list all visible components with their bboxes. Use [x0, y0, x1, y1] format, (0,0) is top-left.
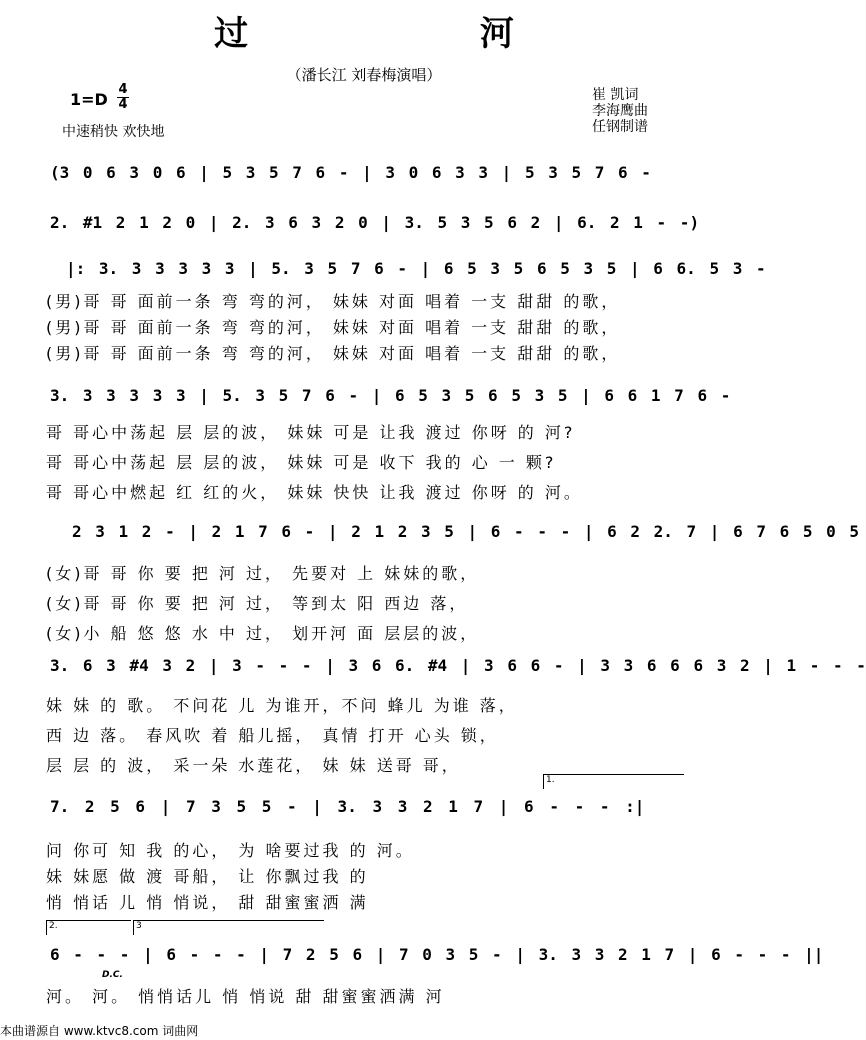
- notation-system-3: |: 3. 3 3 3 3 3 | 5. 3 5 7 6 - | 6 5 3 5 6 5 3 5 | 6 6. 5 3 -: [66, 259, 766, 278]
- lyric-line: 妹 妹 的 歌。 不问花 儿 为谁开，不问 蜂儿 为谁 落，: [46, 696, 518, 715]
- lyric-line: (女)小 船 悠 悠 水 中 过， 划开河 面 层层的波，: [46, 624, 480, 643]
- lyric-line: 西 边 落。 春风吹 着 船儿摇， 真情 打开 心头 锁，: [46, 726, 499, 745]
- time-signature-bottom: 4: [118, 97, 128, 112]
- lyric-line: 哥 哥心中荡起 层 层的波， 妹妹 可是 让我 渡过 你呀 的 河?: [46, 423, 576, 442]
- lyric-line: (女)哥 哥 你 要 把 河 过， 等到太 阳 西边 落，: [46, 594, 469, 613]
- volta-1: 1.: [543, 774, 684, 789]
- lyric-line: 哥 哥心中荡起 层 层的波， 妹妹 可是 收下 我的 心 一 颗?: [46, 453, 557, 472]
- notation-system-8: 6 - - - | 6 - - - | 7 2 5 6 | 7 0 3 5 - | 3. 3 3 2 1 7 | 6 - - - ||: [50, 945, 824, 964]
- tempo-marking: 中速稍快 欢快地: [62, 124, 165, 140]
- lyric-line: (男)哥 哥 面前一条 弯 弯的河， 妹妹 对面 唱着 一支 甜甜 的歌，: [46, 344, 621, 363]
- lyric-line: 悄 悄话 儿 悄 悄说， 甜 甜蜜蜜洒 满: [46, 893, 369, 912]
- lyric-line: (男)哥 哥 面前一条 弯 弯的河， 妹妹 对面 唱着 一支 甜甜 的歌，: [46, 292, 621, 311]
- volta-2: 2.: [46, 920, 131, 935]
- notation-system-7: 7. 2 5 6 | 7 3 5 5 - | 3. 3 3 2 1 7 | 6 - - - :|: [50, 797, 645, 816]
- dc-marking: D.C.: [102, 970, 123, 980]
- lyric-line: 河。 河。 悄悄话儿 悄 悄说 甜 甜蜜蜜洒满 河: [46, 987, 445, 1006]
- lyric-line: 层 层 的 波， 采一朵 水莲花， 妹 妹 送哥 哥，: [46, 756, 461, 775]
- credit-arranger: 任钢制谱: [592, 119, 648, 135]
- lyric-line: 问 你可 知 我 的心， 为 啥要过我 的 河。: [46, 841, 415, 860]
- credit-composer: 李海鹰曲: [592, 103, 648, 119]
- notation-system-6: 3. 6 3 #4 3 2 | 3 - - - | 3 6 6. #4 | 3 6 6 - | 3 3 6 6 6 3 2 | 1 - - -: [50, 656, 866, 675]
- notation-system-1: (3 0 6 3 0 6 | 5 3 5 7 6 - | 3 0 6 3 3 | 5 3 5 7 6 -: [50, 163, 651, 182]
- footer-source: 本曲谱源自 www.ktvc8.com 词曲网: [0, 1024, 199, 1038]
- notation-system-5: 2 3 1 2 - | 2 1 7 6 - | 2 1 2 3 5 | 6 - - - | 6 2 2. 7 | 6 7 6 5 0 5: [72, 522, 860, 541]
- credit-lyricist: 崔 凯词: [592, 87, 639, 103]
- volta-3: 3: [133, 920, 324, 935]
- notation-system-4: 3. 3 3 3 3 3 | 5. 3 5 7 6 - | 6 5 3 5 6 5 3 5 | 6 6 1 7 6 -: [50, 386, 731, 405]
- time-signature: [117, 84, 129, 111]
- lyric-line: (女)哥 哥 你 要 把 河 过， 先要对 上 妹妹的歌，: [46, 564, 480, 583]
- notation-system-2: 2. #1 2 1 2 0 | 2. 3 6 3 2 0 | 3. 5 3 5 6 2 | 6. 2 1 - -): [50, 213, 700, 232]
- key-signature: 1=D: [70, 90, 108, 109]
- time-signature-top: 4: [118, 82, 128, 97]
- lyric-line: 妹 妹愿 做 渡 哥船， 让 你飘过我 的: [46, 867, 369, 886]
- page-title: 过 河: [214, 14, 624, 54]
- subtitle: （潘长江 刘春梅演唱）: [286, 66, 442, 84]
- lyric-line: (男)哥 哥 面前一条 弯 弯的河， 妹妹 对面 唱着 一支 甜甜 的歌，: [46, 318, 621, 337]
- lyric-line: 哥 哥心中燃起 红 红的火， 妹妹 快快 让我 渡过 你呀 的 河。: [46, 483, 583, 502]
